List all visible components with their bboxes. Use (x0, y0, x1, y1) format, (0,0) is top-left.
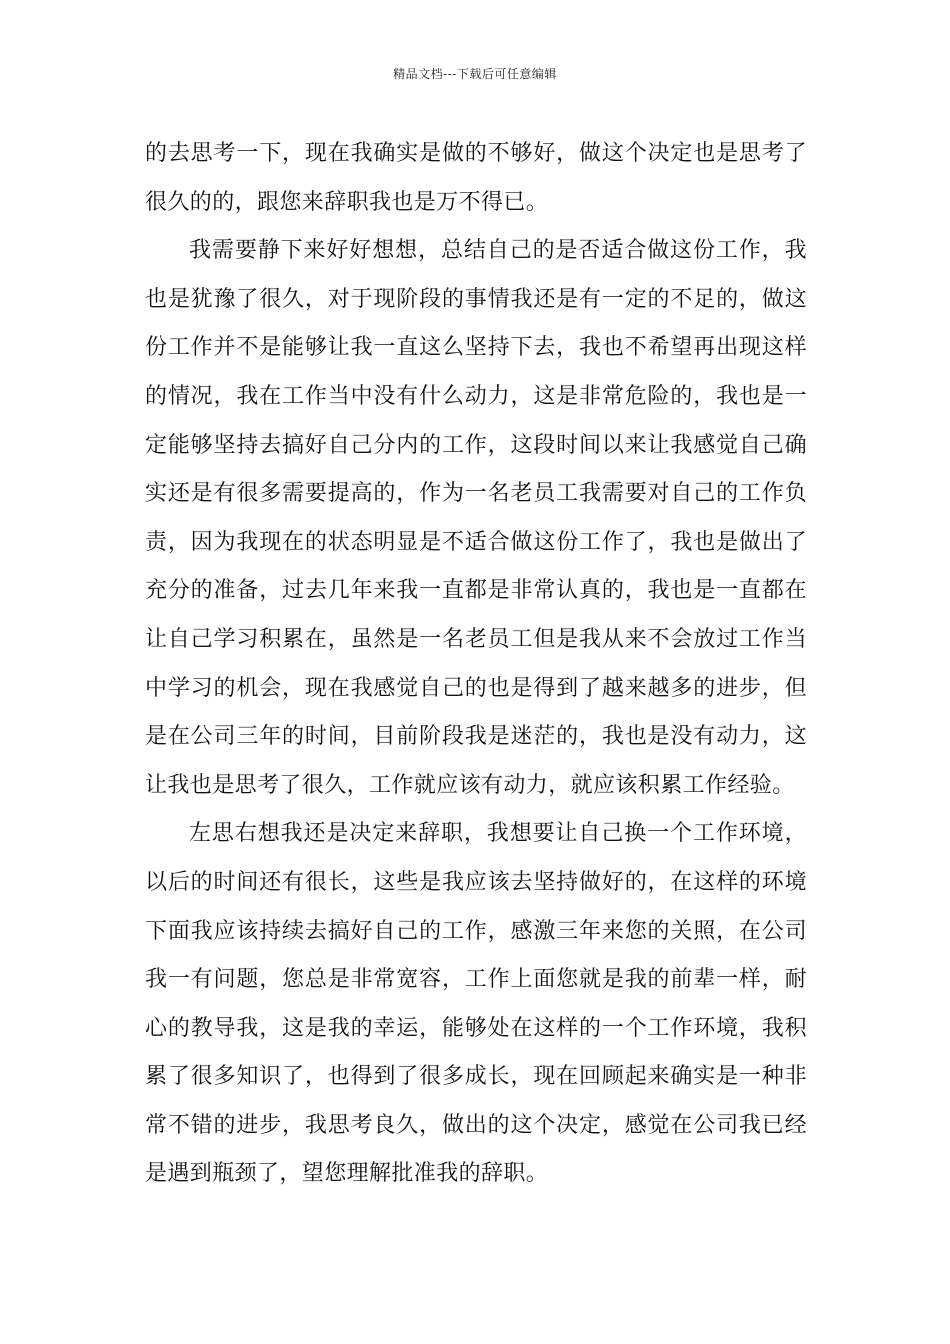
paragraph-1: 的去思考一下，现在我确实是做的不够好，做这个决定也是思考了很久的的，跟您来辞职我也是万不得已。 (145, 141, 807, 215)
page-header: 精品文档---下载后可任意编辑 (393, 67, 557, 81)
document-body (145, 130, 807, 1199)
paragraph-2: 我需要静下来好好想想，总结自己的是否适合做这份工作，我也是犹豫了很久，对于现阶段的事情我还是有一定的不足的，做这份工作并不是能够让我一直这么坚持下去，我也不希望再出现这样的情况，我在工作当中没有什么动力，这是非常危险的，我也是一定能够坚持去搞好自己分内的工作，这段时间以来让我感觉自己确实还是有很多需要提高的，作为一名老员工我需要对自己的工作负责，因为我现在的状态明显是不适合做这份工作了，我也是做出了充分的准备，过去几年来我一直都是非常认真的，我也是一直都在让自己学习积累在，虽然是一名老员工但是我从来不会放过工作当中学习的机会，现在我感觉自己的也是得到了越来越多的进步，但是在公司三年的时间，目前阶段我是迷茫的，我也是没有动力，这让我也是思考了很久，工作就应该有动力，就应该积累工作经验。 (145, 238, 807, 798)
paragraph-3: 左思右想我还是决定来辞职，我想要让自己换一个工作环境，以后的时间还有很长，这些是我应该去坚持做好的，在这样的环境下面我应该持续去搞好自己的工作，感激三年来您的关照，在公司我一有问题，您总是非常宽容，工作上面您就是我的前辈一样，耐心的教导我，这是我的幸运，能够处在这样的一个工作环境，我积累了很多知识了，也得到了很多成长，现在回顾起来确实是一种非常不错的进步，我思考良久，做出的这个决定，感觉在公司我已经是遇到瓶颈了，望您理解批准我的辞职。 (145, 821, 807, 1187)
